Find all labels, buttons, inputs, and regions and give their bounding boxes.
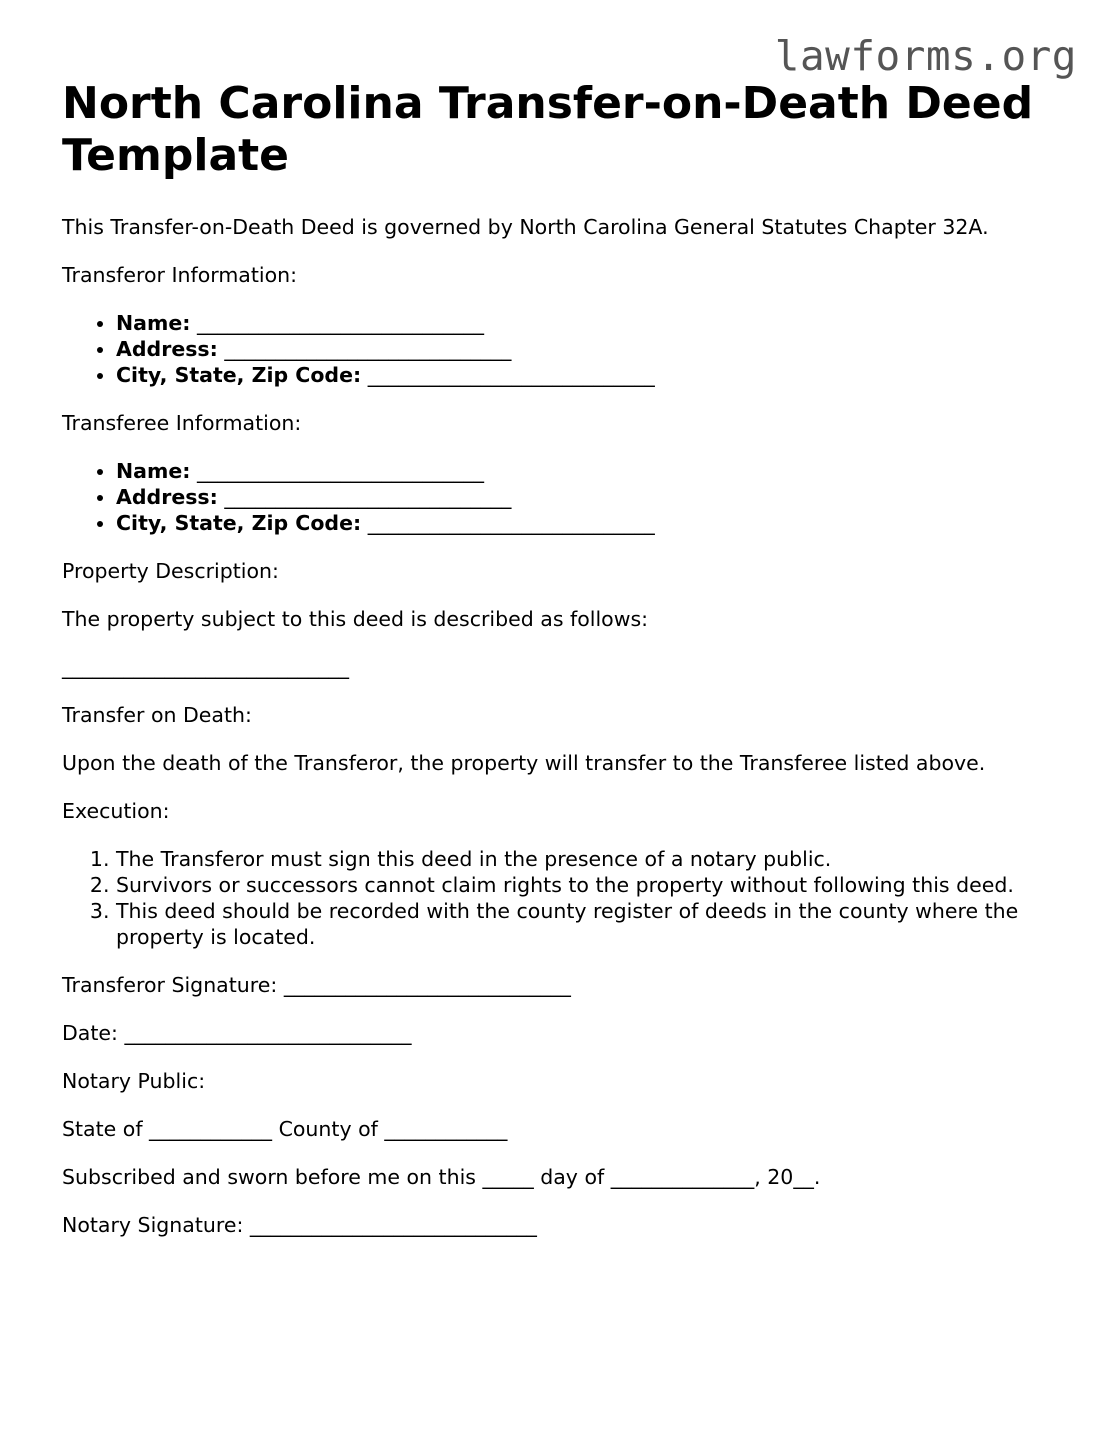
blank-line[interactable]: ____________________________ [196,459,484,483]
notary-state-line[interactable]: State of ____________ County of ____________ [62,1117,508,1141]
transferor-fields [62,310,1062,388]
transferee-fields [62,458,1062,536]
date-line: Date: ____________________________ [62,1021,412,1045]
notary-heading: Notary Public: [62,1069,206,1093]
transferor-address-field: • Address: ____________________________ [116,336,1062,362]
execution-list [62,846,1062,950]
blank-line[interactable]: ____________________________ [367,511,655,535]
blank-line[interactable]: ____________________________ [249,1213,537,1237]
transferee-name-field: • Name: ____________________________ [116,458,1062,484]
blank-line[interactable]: ____________________________ [124,1021,412,1045]
transferee-address-field: • Address: ____________________________ [116,484,1062,510]
execution-item: 3. This deed should be recorded with the county register of deeds in the county where the property is located. [116,898,1062,950]
transfer-heading: Transfer on Death: [62,703,252,727]
transferor-name-field: • Name: ____________________________ [116,310,1062,336]
blank-line[interactable]: ____________________________ [224,337,512,361]
notary-sworn-line[interactable]: Subscribed and sworn before me on this _____ day of ______________, 20__. [62,1165,821,1189]
transferor-signature-line: Transferor Signature: ____________________________ [62,973,571,997]
watermark: lawforms.org [774,32,1077,80]
property-blank [62,654,1062,680]
blank-line[interactable]: ____________________________ [62,655,349,679]
intro-text: This Transfer-on-Death Deed is governed by North Carolina General Statutes Chapter 32A. [62,215,989,239]
transferor-city-field: • City, State, Zip Code: ____________________________ [116,362,1062,388]
execution-heading: Execution: [62,799,170,823]
blank-line[interactable]: ____________________________ [196,311,484,335]
blank-line[interactable]: ____________________________ [224,485,512,509]
page-title: North Carolina Transfer-on-Death Deed Template [62,78,1034,181]
transferor-heading: Transferor Information: [62,263,298,287]
blank-line[interactable]: ____________________________ [283,973,571,997]
document [62,78,1062,1238]
transferee-city-field: • City, State, Zip Code: ____________________________ [116,510,1062,536]
property-text: The property subject to this deed is described as follows: [62,607,649,631]
notary-signature-line: Notary Signature: ____________________________ [62,1213,537,1237]
execution-item: 2. Survivors or successors cannot claim rights to the property without following this deed. [116,872,1062,898]
blank-line[interactable]: ____________________________ [367,363,655,387]
execution-item: 1. The Transferor must sign this deed in the presence of a notary public. [116,846,1062,872]
property-heading: Property Description: [62,559,279,583]
transferee-heading: Transferee Information: [62,411,302,435]
transfer-text: Upon the death of the Transferor, the property will transfer to the Transferee listed above. [62,751,986,775]
